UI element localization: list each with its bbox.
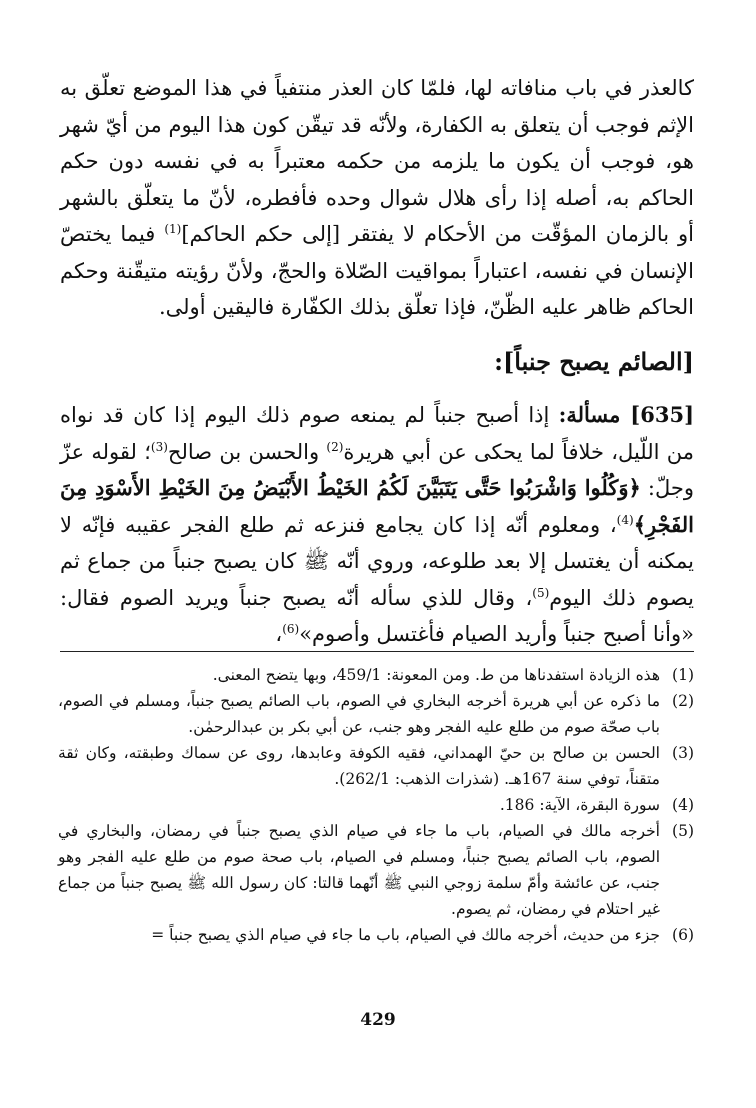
ruling-seg-3: ؛ لقوله عزّ وجلّ: (60, 439, 694, 500)
ruling-seg-6: ، (275, 622, 283, 646)
footnote-text: ما ذكره عن أبي هريرة أخرجه البخاري في الصوم، باب الصائم يصبح جنباً، ومسلم في الصوم، باب صحّة صوم من طلع عليه الفجر وهو جنب، عن أبي بكر بن عبدالرحمٰن. (58, 692, 660, 736)
footnote (58, 662, 694, 688)
paragraph-text (60, 70, 694, 326)
footnote-ref-1: (1) (164, 222, 182, 236)
section-heading: [الصائم يصبح جنباً]: (494, 347, 694, 376)
footnote-number: (4) (672, 796, 694, 814)
ruling-seg-1: إذا أصبح جنباً لم يمنعه صوم ذلك اليوم إذا كان قد نواه من اللّيل، خلافاً لما يحكى عن أبي هريرة (60, 403, 694, 464)
ruling-seg-4: ، ومعلوم أنّه إذا كان يجامع فنزعه ثم طلع الفجر عقيبه فإنّه لا يمكنه أن يغتسل إلا بعد طلوعه، وروي أنّه ﷺ كان يصبح جنباً من جماع ثم يصوم ذلك اليوم (60, 512, 694, 610)
footnote (58, 792, 694, 818)
footnote-text: سورة البقرة، الآية: 186. (499, 796, 660, 814)
footnotes (58, 662, 694, 948)
footnote-ref-4: (4) (616, 512, 634, 527)
quran-verse: ﴿وَكُلُوا وَاشْرَبُوا حَتَّى يَتَبَيَّنَ لَكُمُ الخَيْطُ الأَبْيَضُ مِنَ الخَيْطِ الأَسْوَدِ مِنَ الفَجْرِ﴾ (60, 475, 694, 537)
footnote (58, 740, 694, 792)
footnote-text: الحسن بن صالح بن حيّ الهمداني، فقيه الكوفة وعابدها، روى عن سماك وطبقته، وكان ثقة متقناً، توفي سنة 167هـ. (شذرات الذهب: 262/1). (58, 744, 660, 788)
footnote (58, 688, 694, 740)
footnote-number: (5) (672, 822, 694, 840)
footnote-number: (6) (672, 926, 694, 944)
footnote-ref-3: (3) (150, 439, 168, 454)
body-paragraph (60, 70, 694, 326)
ruling-seg-5: ، وقال للذي سأله أنّه يصبح جنباً ويريد الصوم فقال: «وأنا أصبح جنباً وأريد الصيام فأغتسل وأصوم» (60, 585, 694, 646)
footnote (58, 922, 694, 948)
footnote-text: جزء من حديث، أخرجه مالك في الصيام، باب ما جاء في صيام الذي يصبح جنباً = (151, 926, 660, 944)
page-number: 429 (360, 1010, 396, 1030)
footnote (58, 818, 694, 922)
footnote-number: (1) (672, 666, 694, 684)
ruling-text (60, 397, 694, 653)
footnote-ref-6: (6) (282, 622, 300, 636)
footnote-divider (60, 651, 694, 652)
paragraph-part-2: فيما يختصّ الإنسان في نفسه، اعتباراً بمواقيت الصّلاة والحجّ، ولأنّ رؤيته متيقّنة وحكم الحاكم ظاهر عليه الظّنّ، فإذا تعلّق بذلك الكفّارة فاليقين أولى. (60, 222, 694, 319)
paragraph-part-1: كالعذر في باب منافاته لها، فلمّا كان العذر منتفياً في هذا الموضع تعلّق به الإثم فوجب أن يتعلق به الكفارة، ولأنّه قد تيقّن كون هذا اليوم من أيّ شهر هو، فوجب أن يكون ما يلزمه من حكمه معتبراً به في نفسه دون حكم الحاكم به، أصله إذا رأى هلال شوال وحده فأفطره، لأنّ ما يتعلّق بالشهر أو بالزمان المؤقّت من الأحكام لا يفتقر [إلى حكم الحاكم] (60, 76, 694, 246)
footnote-text: أخرجه مالك في الصيام، باب ما جاء في صيام الذي يصبح جنباً في رمضان، والبخاري في الصوم، باب الصائم يصبح جنباً، ومسلم في الصيام، باب صحة صوم من طلع عليه الفجر وهو جنب، عن عائشة وأمّ سلمة زوجي النبي ﷺ أنّهما قالتا: كان رسول الله ﷺ يصبح جنباً من جماع غير احتلام في رمضان، ثم يصوم. (58, 822, 660, 918)
footnote-number: (2) (672, 692, 694, 710)
footnote-ref-5: (5) (532, 585, 550, 600)
footnote-text: هذه الزيادة استفدناها من ط. ومن المعونة: 459/1، وبها يتضح المعنى. (212, 666, 660, 684)
ruling-seg-2: والحسن بن صالح (167, 439, 327, 464)
ruling-paragraph (60, 397, 694, 653)
masala-label: [635] مسألة: (558, 402, 694, 427)
footnote-number: (3) (672, 744, 694, 762)
footnote-ref-2: (2) (326, 439, 344, 454)
